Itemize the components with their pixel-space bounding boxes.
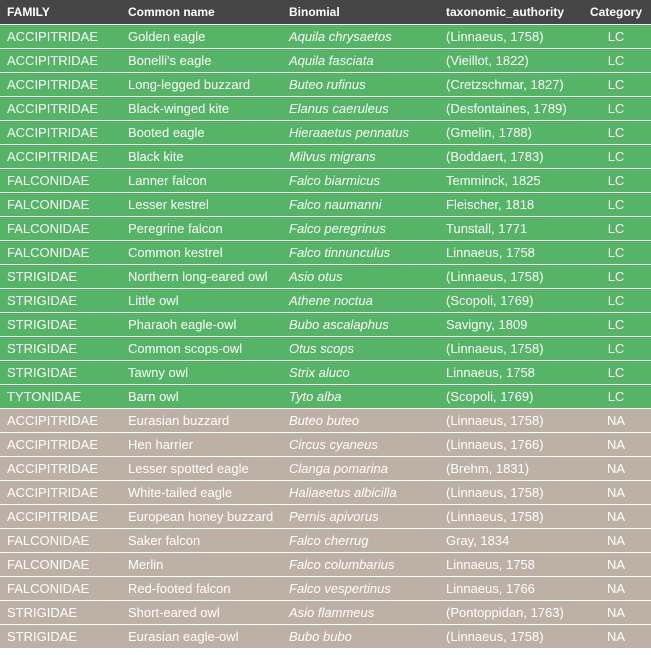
table-row <box>0 529 651 553</box>
authority-cell: Savigny, 1809 <box>439 313 581 337</box>
family-cell: ACCIPITRIDAE <box>0 121 121 145</box>
family-cell: ACCIPITRIDAE <box>0 433 121 457</box>
authority-cell: Linnaeus, 1758 <box>439 361 581 385</box>
column-header-common-name: Common name <box>121 0 282 25</box>
category-cell: LC <box>581 73 651 97</box>
table-row <box>0 145 651 169</box>
family-cell: ACCIPITRIDAE <box>0 25 121 49</box>
authority-cell: (Linnaeus, 1766) <box>439 433 581 457</box>
table-row <box>0 601 651 625</box>
category-cell: LC <box>581 145 651 169</box>
family-cell: FALCONIDAE <box>0 553 121 577</box>
column-header-binomial: Binomial <box>282 0 439 25</box>
authority-cell: (Linnaeus, 1758) <box>439 505 581 529</box>
binomial-cell: Asio flammeus <box>282 601 439 625</box>
binomial-cell: Falco vespertinus <box>282 577 439 601</box>
binomial-cell: Tyto alba <box>282 385 439 409</box>
authority-cell: Linnaeus, 1758 <box>439 553 581 577</box>
common-name-cell: Lanner falcon <box>121 169 282 193</box>
family-cell: ACCIPITRIDAE <box>0 73 121 97</box>
binomial-cell: Falco tinnunculus <box>282 241 439 265</box>
binomial-cell: Falco naumanni <box>282 193 439 217</box>
authority-cell: (Linnaeus, 1758) <box>439 409 581 433</box>
family-cell: FALCONIDAE <box>0 169 121 193</box>
common-name-cell: Lesser kestrel <box>121 193 282 217</box>
common-name-cell: Long-legged buzzard <box>121 73 282 97</box>
category-cell: LC <box>581 169 651 193</box>
authority-cell: Gray, 1834 <box>439 529 581 553</box>
common-name-cell: Tawny owl <box>121 361 282 385</box>
family-cell: ACCIPITRIDAE <box>0 49 121 73</box>
authority-cell: (Scopoli, 1769) <box>439 289 581 313</box>
authority-cell: (Linnaeus, 1758) <box>439 481 581 505</box>
category-cell: LC <box>581 361 651 385</box>
table-row <box>0 121 651 145</box>
category-cell: LC <box>581 49 651 73</box>
common-name-cell: Black kite <box>121 145 282 169</box>
category-cell: LC <box>581 217 651 241</box>
category-cell: NA <box>581 625 651 649</box>
authority-cell: Tunstall, 1771 <box>439 217 581 241</box>
authority-cell: (Linnaeus, 1758) <box>439 337 581 361</box>
family-cell: FALCONIDAE <box>0 241 121 265</box>
family-cell: STRIGIDAE <box>0 313 121 337</box>
binomial-cell: Asio otus <box>282 265 439 289</box>
authority-cell: (Linnaeus, 1758) <box>439 625 581 649</box>
table-row <box>0 169 651 193</box>
table-body <box>0 25 651 649</box>
category-cell: LC <box>581 121 651 145</box>
category-cell: NA <box>581 529 651 553</box>
table-row <box>0 481 651 505</box>
category-cell: NA <box>581 577 651 601</box>
common-name-cell: European honey buzzard <box>121 505 282 529</box>
authority-cell: Temminck, 1825 <box>439 169 581 193</box>
authority-cell: (Desfontaines, 1789) <box>439 97 581 121</box>
binomial-cell: Falco biarmicus <box>282 169 439 193</box>
table-row <box>0 25 651 49</box>
binomial-cell: Strix aluco <box>282 361 439 385</box>
authority-cell: (Brehm, 1831) <box>439 457 581 481</box>
binomial-cell: Buteo rufinus <box>282 73 439 97</box>
common-name-cell: Saker falcon <box>121 529 282 553</box>
binomial-cell: Aquila fasciata <box>282 49 439 73</box>
family-cell: FALCONIDAE <box>0 217 121 241</box>
binomial-cell: Falco columbarius <box>282 553 439 577</box>
table-row <box>0 457 651 481</box>
family-cell: ACCIPITRIDAE <box>0 145 121 169</box>
category-cell: LC <box>581 25 651 49</box>
common-name-cell: Pharaoh eagle-owl <box>121 313 282 337</box>
family-cell: ACCIPITRIDAE <box>0 505 121 529</box>
category-cell: LC <box>581 97 651 121</box>
binomial-cell: Otus scops <box>282 337 439 361</box>
category-cell: LC <box>581 313 651 337</box>
family-cell: STRIGIDAE <box>0 337 121 361</box>
family-cell: FALCONIDAE <box>0 577 121 601</box>
table-row <box>0 337 651 361</box>
common-name-cell: Barn owl <box>121 385 282 409</box>
authority-cell: (Linnaeus, 1758) <box>439 265 581 289</box>
family-cell: ACCIPITRIDAE <box>0 97 121 121</box>
category-cell: LC <box>581 193 651 217</box>
category-cell: LC <box>581 385 651 409</box>
category-cell: LC <box>581 265 651 289</box>
family-cell: STRIGIDAE <box>0 361 121 385</box>
binomial-cell: Milvus migrans <box>282 145 439 169</box>
authority-cell: (Linnaeus, 1758) <box>439 25 581 49</box>
binomial-cell: Athene noctua <box>282 289 439 313</box>
common-name-cell: Golden eagle <box>121 25 282 49</box>
authority-cell: (Pontoppidan, 1763) <box>439 601 581 625</box>
binomial-cell: Bubo bubo <box>282 625 439 649</box>
authority-cell: (Scopoli, 1769) <box>439 385 581 409</box>
common-name-cell: Booted eagle <box>121 121 282 145</box>
category-cell: NA <box>581 505 651 529</box>
authority-cell: Linnaeus, 1766 <box>439 577 581 601</box>
table-row <box>0 625 651 649</box>
authority-cell: (Boddaert, 1783) <box>439 145 581 169</box>
table-row <box>0 433 651 457</box>
table-row <box>0 361 651 385</box>
common-name-cell: Common kestrel <box>121 241 282 265</box>
common-name-cell: Eurasian eagle-owl <box>121 625 282 649</box>
table-row <box>0 289 651 313</box>
common-name-cell: White-tailed eagle <box>121 481 282 505</box>
header-row <box>0 0 651 25</box>
common-name-cell: Bonelli's eagle <box>121 49 282 73</box>
table-row <box>0 265 651 289</box>
category-cell: LC <box>581 241 651 265</box>
table-row <box>0 217 651 241</box>
binomial-cell: Pernis apivorus <box>282 505 439 529</box>
common-name-cell: Lesser spotted eagle <box>121 457 282 481</box>
table-row <box>0 73 651 97</box>
table-row <box>0 193 651 217</box>
table-row <box>0 409 651 433</box>
column-header-taxonomic-authority: taxonomic_authority <box>439 0 581 25</box>
family-cell: FALCONIDAE <box>0 193 121 217</box>
binomial-cell: Circus cyaneus <box>282 433 439 457</box>
column-header-family: FAMILY <box>0 0 121 25</box>
column-header-category: Category <box>581 0 651 25</box>
category-cell: LC <box>581 289 651 313</box>
binomial-cell: Falco peregrinus <box>282 217 439 241</box>
binomial-cell: Hieraaetus pennatus <box>282 121 439 145</box>
common-name-cell: Common scops-owl <box>121 337 282 361</box>
common-name-cell: Black-winged kite <box>121 97 282 121</box>
binomial-cell: Bubo ascalaphus <box>282 313 439 337</box>
family-cell: ACCIPITRIDAE <box>0 457 121 481</box>
family-cell: ACCIPITRIDAE <box>0 409 121 433</box>
family-cell: STRIGIDAE <box>0 289 121 313</box>
common-name-cell: Red-footed falcon <box>121 577 282 601</box>
table-row <box>0 313 651 337</box>
authority-cell: (Cretzschmar, 1827) <box>439 73 581 97</box>
authority-cell: (Gmelin, 1788) <box>439 121 581 145</box>
common-name-cell: Hen harrier <box>121 433 282 457</box>
binomial-cell: Aquila chrysaetos <box>282 25 439 49</box>
authority-cell: Fleischer, 1818 <box>439 193 581 217</box>
category-cell: NA <box>581 457 651 481</box>
table-row <box>0 577 651 601</box>
family-cell: STRIGIDAE <box>0 625 121 649</box>
family-cell: STRIGIDAE <box>0 601 121 625</box>
table-row <box>0 505 651 529</box>
authority-cell: Linnaeus, 1758 <box>439 241 581 265</box>
binomial-cell: Clanga pomarina <box>282 457 439 481</box>
authority-cell: (Vieillot, 1822) <box>439 49 581 73</box>
common-name-cell: Little owl <box>121 289 282 313</box>
common-name-cell: Eurasian buzzard <box>121 409 282 433</box>
common-name-cell: Peregrine falcon <box>121 217 282 241</box>
category-cell: NA <box>581 481 651 505</box>
category-cell: NA <box>581 433 651 457</box>
table-row <box>0 553 651 577</box>
table-row <box>0 241 651 265</box>
category-cell: LC <box>581 337 651 361</box>
common-name-cell: Short-eared owl <box>121 601 282 625</box>
family-cell: STRIGIDAE <box>0 265 121 289</box>
family-cell: ACCIPITRIDAE <box>0 481 121 505</box>
binomial-cell: Haliaeetus albicilla <box>282 481 439 505</box>
binomial-cell: Falco cherrug <box>282 529 439 553</box>
table-row <box>0 97 651 121</box>
table-row <box>0 49 651 73</box>
family-cell: TYTONIDAE <box>0 385 121 409</box>
category-cell: NA <box>581 553 651 577</box>
category-cell: NA <box>581 601 651 625</box>
family-cell: FALCONIDAE <box>0 529 121 553</box>
category-cell: NA <box>581 409 651 433</box>
table-row <box>0 385 651 409</box>
common-name-cell: Merlin <box>121 553 282 577</box>
binomial-cell: Elanus caeruleus <box>282 97 439 121</box>
common-name-cell: Northern long-eared owl <box>121 265 282 289</box>
binomial-cell: Buteo buteo <box>282 409 439 433</box>
